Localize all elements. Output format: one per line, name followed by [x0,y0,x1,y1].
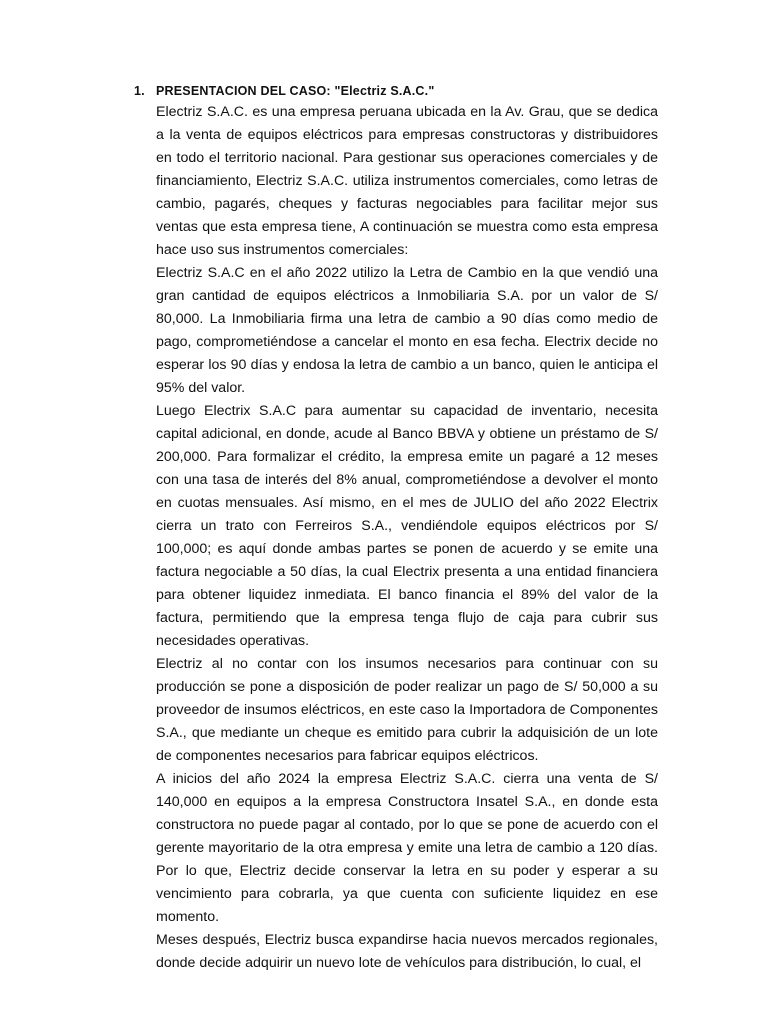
paragraph-letra-de-cambio: Electriz S.A.C en el año 2022 utilizo la Letra de Cambio en la que vendió una gran cantidad de equipos eléctricos a Inmobiliaria S.A. por un valor de S/ 80,000. La Inmobiliaria firma una letra de cambio a 90 días como medio de pago, comprometiéndose a cancelar el monto en esa fecha. Electrix decide no esperar los 90 días y endosa la letra de cambio a un banco, quien le anticipa el 95% del valor. [156,265,658,396]
section-body [156,101,658,975]
paragraph-expansion: Meses después, Electriz busca expandirse hacia nuevos mercados regionales, donde decide adquirir un nuevo lote de vehículos para distribución, lo cual, el [156,932,658,971]
section-title: PRESENTACION DEL CASO: "Electriz S.A.C." [156,84,435,98]
paragraph-cheque: Electriz al no contar con los insumos necesarios para continuar con su producción se pone a disposición de poder realizar un pago de S/ 50,000 a su proveedor de insumos eléctricos, en este caso la Importadora de Componentes S.A., que mediante un cheque es emitido para cubrir la adquisición de un lote de componentes necesarios para fabricar equipos eléctricos. [156,656,658,764]
paragraph-pagare-factura: Luego Electrix S.A.C para aumentar su capacidad de inventario, necesita capital adicional, en donde, acude al Banco BBVA y obtiene un préstamo de S/ 200,000. Para formalizar el crédito, la empresa emite un pagaré a 12 meses con una tasa de interés del 8% anual, comprometiéndose a devolver el monto en cuotas mensuales. Así mismo, en el mes de JULIO del año 2022 Electrix cierra un trato con Ferreiros S.A., vendiéndole equipos eléctricos por S/ 100,000; es aquí donde ambas partes se ponen de acuerdo y se emite una factura negociable a 50 días, la cual Electrix presenta a una entidad financiera para obtener liquidez inmediata. El banco financia el 89% del valor de la factura, permitiendo que la empresa tenga flujo de caja para cubrir sus necesidades operativas. [156,403,658,649]
paragraph-introduction: Electriz S.A.C. es una empresa peruana ubicada en la Av. Grau, que se dedica a la venta de equipos eléctricos para empresas constructoras y distribuidores en todo el territorio nacional. Para gestionar sus operaciones comerciales y de financiamiento, Electriz S.A.C. utiliza instrumentos comerciales, como letras de cambio, pagarés, cheques y facturas negociables para facilitar mejor sus ventas que esta empresa tiene, A continuación se muestra como esta empresa hace uso sus instrumentos comerciales: [156,104,658,258]
paragraph-letra-2024: A inicios del año 2024 la empresa Electriz S.A.C. cierra una venta de S/ 140,000 en equipos a la empresa Constructora Insatel S.A., en donde esta constructora no puede pagar al contado, por lo que se pone de acuerdo con el gerente mayoritario de la otra empresa y emite una letra de cambio a 120 días. Por lo que, Electriz decide conservar la letra en su poder y esperar a su vencimiento para cobrarla, ya que cuenta con suficiente liquidez en ese momento. [156,771,658,925]
section-number: 1. [134,84,145,98]
